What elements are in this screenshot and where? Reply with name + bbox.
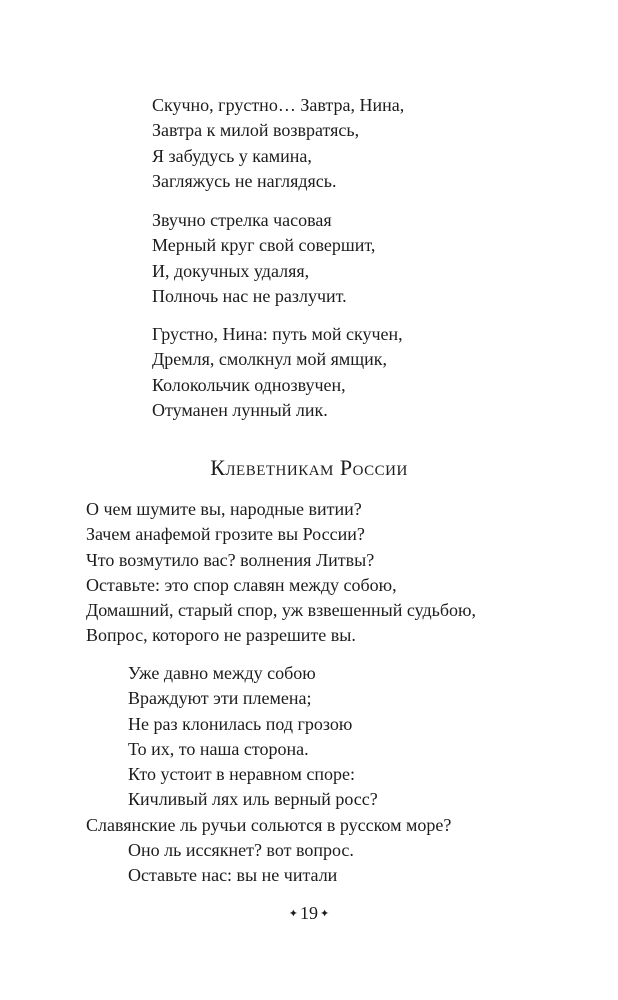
verse-line: Загляжусь не наглядясь. [152, 170, 337, 191]
ornament-star-icon: ✦ [288, 908, 298, 920]
verse-line: Я забудусь у камина, [152, 145, 312, 166]
verse-line: Звучно стрелка часовая [152, 210, 332, 230]
verse-line: Дремля, смолкнул мой ямщик, [152, 349, 388, 370]
verse-line: Скучно, грустно… Завтра, Нина, [152, 95, 405, 115]
page-footer [0, 903, 618, 924]
verse-line: Оно ль иссякнет? вот вопрос. [128, 840, 354, 861]
poem1-stanza-1 [152, 93, 404, 194]
poem2-stanza-1 [86, 497, 476, 649]
verse-line: Отуманен лунный лик. [152, 399, 328, 420]
verse-line: Полночь нас не разлучит. [152, 285, 347, 306]
verse-line: Домашний, старый спор, уж взвешенный судьбою, [86, 600, 476, 621]
verse-line: Оставьте нас: вы не читали [128, 865, 338, 886]
verse-line: И, докучных удаляя, [152, 260, 310, 281]
verse-line: Уже давно между собою [128, 663, 316, 683]
verse-line: То их, то наша сторона. [128, 738, 309, 759]
verse-line: Не раз клонилась под грозою [128, 713, 353, 734]
verse-line: Вопрос, которого не разрешите вы. [86, 625, 356, 646]
verse-line: О чем шумите вы, народные витии? [86, 499, 362, 519]
verse-line: Мерный круг свой совершит, [152, 235, 376, 256]
poem2-stanza-2 [86, 661, 451, 889]
verse-line: Славянские ль ручьи сольются в русском море? [86, 814, 452, 835]
verse-line: Враждуют эти племена; [128, 688, 312, 709]
poem1-stanza-3 [152, 322, 403, 423]
ornament-star-icon: ✦ [320, 908, 330, 920]
verse-line: Кто устоит в неравном споре: [128, 764, 355, 785]
poem1-stanza-2 [152, 208, 375, 309]
verse-line: Кичливый лях иль верный росс? [128, 789, 378, 810]
verse-line: Грустно, Нина: путь мой скучен, [152, 324, 403, 344]
poem-title: Клеветникам России [210, 455, 408, 480]
verse-line: Зачем анафемой грозите вы России? [86, 524, 365, 545]
verse-line: Оставьте: это спор славян между собою, [86, 574, 397, 595]
page-number: 19 [300, 903, 318, 923]
verse-line: Колокольчик однозвучен, [152, 374, 346, 395]
verse-line: Что возмутило вас? волнения Литвы? [86, 549, 375, 570]
verse-line: Завтра к милой возвратясь, [152, 120, 360, 141]
